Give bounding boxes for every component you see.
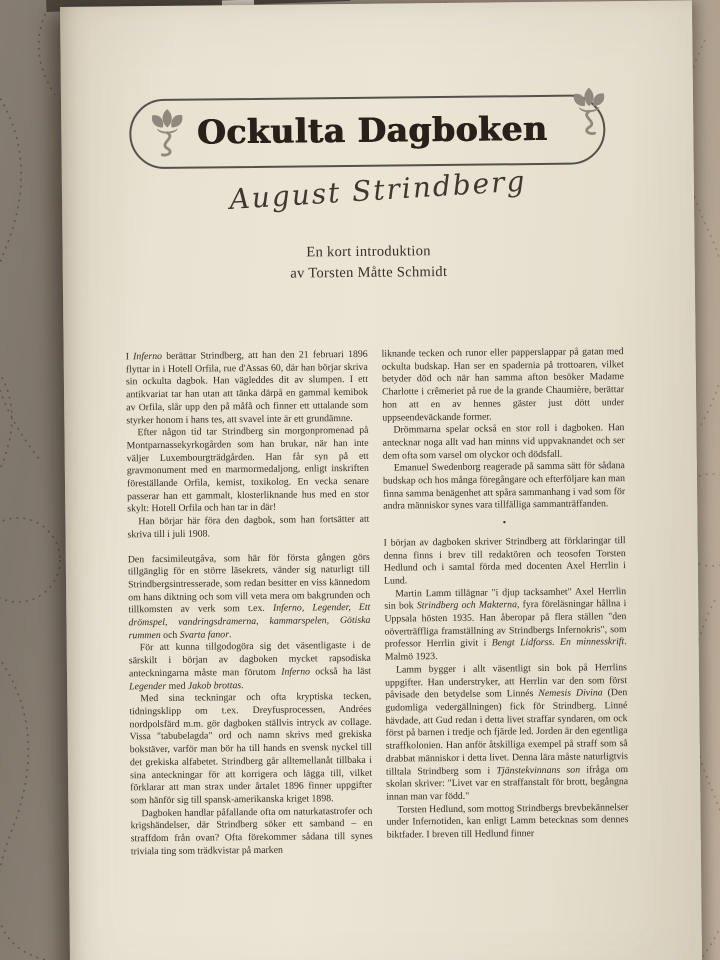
body-paragraph: Den facsimileutgåva, som här för första gången görs tillgänglig för en större läsekrets, vänder sig naturligt till Strindbergsintresserade, som redan besitter en viss kännedom om hans diktning och som vill veta mera om bakgrunden och tillkomsten av verk som t.ex. Inferno, Legender, Ett drömspel, vandringsdramerna, kammarspelen, Götiska rummen och Svarta fanor. [127,551,371,642]
body-paragraph: liknande tecken och runor eller papperslappar på gatan med ockulta budskap. Han ser en spadernia på trottoaren, vilket betyder död och när han samma afton besöker Madame Charlotte i crêmeriet på rue de la grande Chaumière, berättar hon att en av hennes gäster just dött under uppseendeväckande former. [381,346,625,424]
section-separator: • [502,517,507,529]
body-paragraph: För att kunna tillgodogöra sig det väsentligaste i de särskilt i början av dagboken mycket rapsodiska anteckningarna måste man förutom Inferno också ha läst Legender med Jakob brottas. [128,640,372,692]
masthead-banner [129,94,606,169]
body-paragraph: Lamm bygger i allt väsentligt sin bok på Herrlins uppgifter. Han understryker, att Herrlin var den som först påvisade den betydelse som Linnés Nemesis Divina (Den gudomliga vedergällningen) fick för Strindberg. Linné hävdade, att Gud redan i detta livet straffar syndaren, om ock först på barnen i tredje och fjärde led. Jorden är den egentliga straffkolonien. Han anför åtskilliga exempel på straff som så drabbat människor i detta livet. Denna lära måste naturligtvis tilltala Strindberg som i Tjänstekvinnans son ifråga om skolan skriver: "Livet var en straffanstalt för brott, begångna innan man var född." [385,661,629,803]
body-paragraph: I början av dagboken skriver Strindberg att förklaringar till denna finns i brev till redaktören och teosofen Torsten Hedlund och i samtal förda med docenten Axel Herrlin i Lund. [383,534,626,587]
body-paragraph: Med sina teckningar och ofta kryptiska tecken, tidningsklipp om t.ex. Dreyfusprocessen, Andrées nordpolsfärd m.m. gör dagboken ställvis intryck av collage. Vissa "tabubelagda" ord och namn skrivs med grekiska bokstäver, varför man bör ha till hands en svensk nyckel till det grekiska alfabetet. Strindberg går alltemellanåt tillbaka i sina anteckningar för att korrigera och lägga till, vilket förklarar att man strax under årtalet 1896 finner uppgifter som hänför sig till spansk-amerikanska kriget 1898. [129,691,373,807]
body-paragraph: Efter någon tid tar Strindberg sin morgonpromenad på Montparnassekyrkogården som han brukar, när han inte väljer Luxembourgträdgården. Han får syn på ett gravmonument med en marmormedaljong, enligt inskriften föreställande Orfila, kemist, toxikolog. En vecka senare passerar han ett gammalt, klosterliknande hus med en stor skylt: Hotell Orfila och han tar in där! [126,425,370,515]
page-title: Ockulta Dagboken [196,108,548,152]
body-paragraph: Torsten Hedlund, som mottog Strindbergs brevbekännelser under Infernotiden, kan enligt Lamm betecknas som dennes biktfader. I breven till Hedlund finner [386,801,629,841]
article-column-left [126,349,373,859]
body-paragraph: Emanuel Swedenborg reagerade på samma sätt för sådana budskap och hos många föregångare och efterföljare kan man finna samma benägenhet att spåra sammanhang i vad som för andra människor synes vara tillfälliga sammanträffanden. [382,460,626,513]
introduction-line1: En kort introduktion [306,243,431,261]
lotus-ornament-right-icon [561,82,618,139]
body-paragraph: I Inferno berättar Strindberg, att han den 21 februari 1896 flyttar in i Hotell Orfila, rue d'Assas 60, där han börjar skriva sin ockulta dagbok. Han vägleddes dit av slumpen. I ett antikvariat tar han utan att tänka därpå en gammal kemibok av Orfila, slår upp den på måfå och finner ett uttalande som styrker honom i hans tes, att svavel inte är ett grundämne. [125,348,369,426]
introduction-heading [62,239,674,287]
body-paragraph: Dagboken handlar påfallande ofta om naturkatastrofer och krigshändelser, där Strindberg söker ett samband – en straffdom från ovan? Ofta förekommer sådana till synes triviala ting som trädkvistar på marken [130,805,373,858]
article-columns [126,346,629,859]
article-column-right [382,346,629,856]
introduction-line2: av Torsten Måtte Schmidt [290,263,448,282]
body-paragraph: Martin Lamm tillägnar "i djup tacksamhet" Axel Herrlin sin bok Strindberg och Makterna, fyra föreläsningar hållna i Uppsala hösten 1935. Han åberopar på flera ställen "den oöverträffliga framställning av Strindbergs Infernokris", som professor Herrlin givit i Bengt Lidforss. En minnesskrift. Malmö 1923. [384,585,627,663]
body-paragraph: Drömmarna spelar också en stor roll i dagboken. Han antecknar noga allt vad han minns vid uppvaknandet och ser dem ofta som varsel om olyckor och dödsfall. [382,422,625,462]
body-paragraph: Han börjar här föra den dagbok, som han fortsätter att skriva till i juli 1908. [127,513,370,541]
author-signature: August Strindberg [228,164,528,216]
book-page [60,0,702,960]
